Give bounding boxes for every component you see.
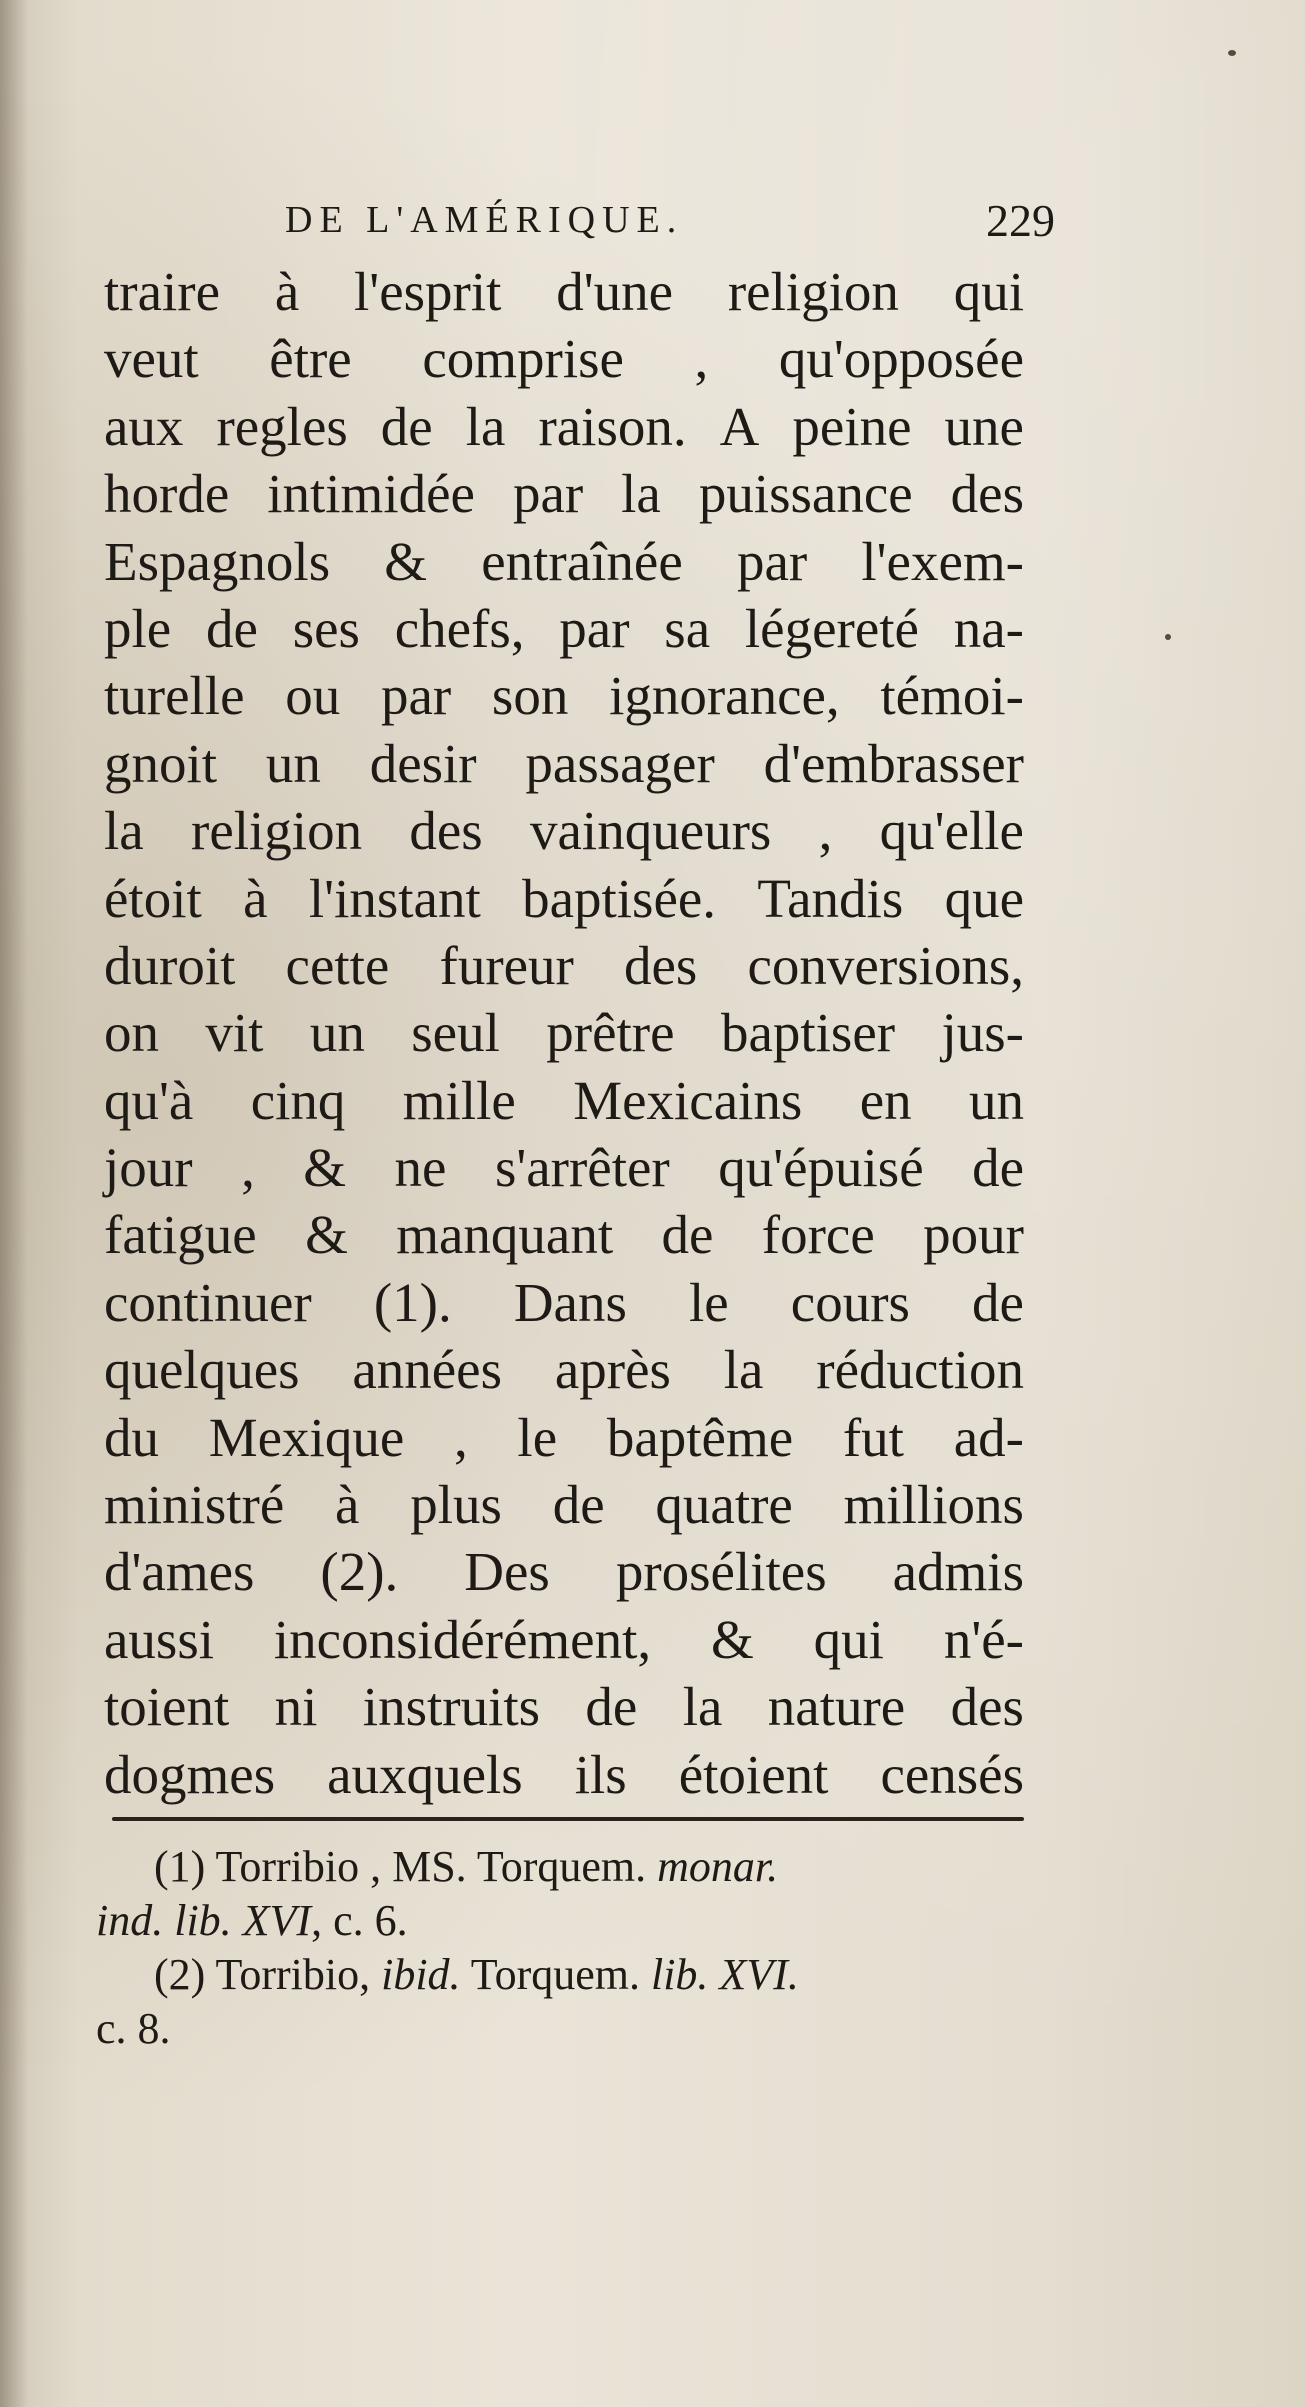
footnote-2-line-2 [96,2002,1036,2056]
footnote-2-line-1 [96,1948,1036,2002]
body-line: d'ames (2). Des prosélites admis [104,1541,1024,1603]
footnote-2-chapter: c. 8. [96,2004,171,2053]
body-line: la religion des vainqueurs , qu'elle [104,800,1024,862]
footnote-rule [112,1817,1024,1821]
body-line: aux regles de la raison. A peine une [104,395,1024,457]
page-header [285,195,1055,258]
footnote-2-mark: (2) [154,1950,206,1999]
body-text [104,258,1024,1808]
body-line: on vit un seul prêtre baptiser jus- [104,1002,1024,1064]
body-line: traire à l'esprit d'une religion qui [104,261,1024,322]
footnote-2-ibid: ibid. [381,1950,461,1999]
footnote-1-mark: (1) [154,1842,206,1891]
footnote-1-line-1 [96,1840,1036,1894]
body-line: étoit à l'instant baptisée. Tandis que [104,867,1024,929]
footnotes [96,1840,1036,2056]
page-gutter-shadow [0,0,28,2407]
body-line: horde intimidée par la puissance des [104,463,1024,525]
body-line: quelques années après la réduction [104,1339,1024,1401]
body-line: du Mexique , le baptême fut ad- [104,1406,1024,1468]
page-number: 229 [986,195,1055,246]
footnote-2-text2: Torquem. [470,1950,640,1999]
body-line: gnoit un desir passager d'embrasser [104,732,1024,794]
body-line: toient ni instruits de la nature des [104,1676,1024,1738]
footnote-1-ref: ind. lib. XVI [96,1896,312,1945]
body-line: aussi inconsidérément, & qui n'é- [104,1608,1024,1670]
body-line: ministré à plus de quatre millions [104,1474,1024,1536]
running-title: DE L'AMÉRIQUE. [285,199,684,241]
footnote-1-italic: monar. [657,1842,779,1891]
body-line: veut être comprise , qu'opposée [104,328,1024,390]
body-line: jour , & ne s'arrêter qu'épuisé de [104,1137,1024,1199]
body-line: ple de ses chefs, par sa légereté na- [104,597,1024,659]
footnote-1-text: Torribio , MS. Torquem. [215,1842,647,1891]
footnote-1-chapter: , c. 6. [311,1896,408,1945]
body-line: duroit cette fureur des conversions, [104,934,1024,996]
body-line: qu'à cinq mille Mexicains en un [104,1069,1024,1131]
footnote-2-text: Torribio, [215,1950,371,1999]
paper-spot [1228,50,1236,56]
paper-spot [1165,634,1171,640]
body-line: Espagnols & entraînée par l'exem- [104,530,1024,592]
body-line: turelle ou par son ignorance, témoi- [104,665,1024,727]
footnote-1-line-2 [96,1894,1036,1948]
body-line: dogmes auxquels ils étoient censés [104,1743,1024,1805]
footnote-2-lib: lib. XVI. [650,1950,799,1999]
body-line: fatigue & manquant de force pour [104,1204,1024,1266]
body-line: continuer (1). Dans le cours de [104,1271,1024,1333]
